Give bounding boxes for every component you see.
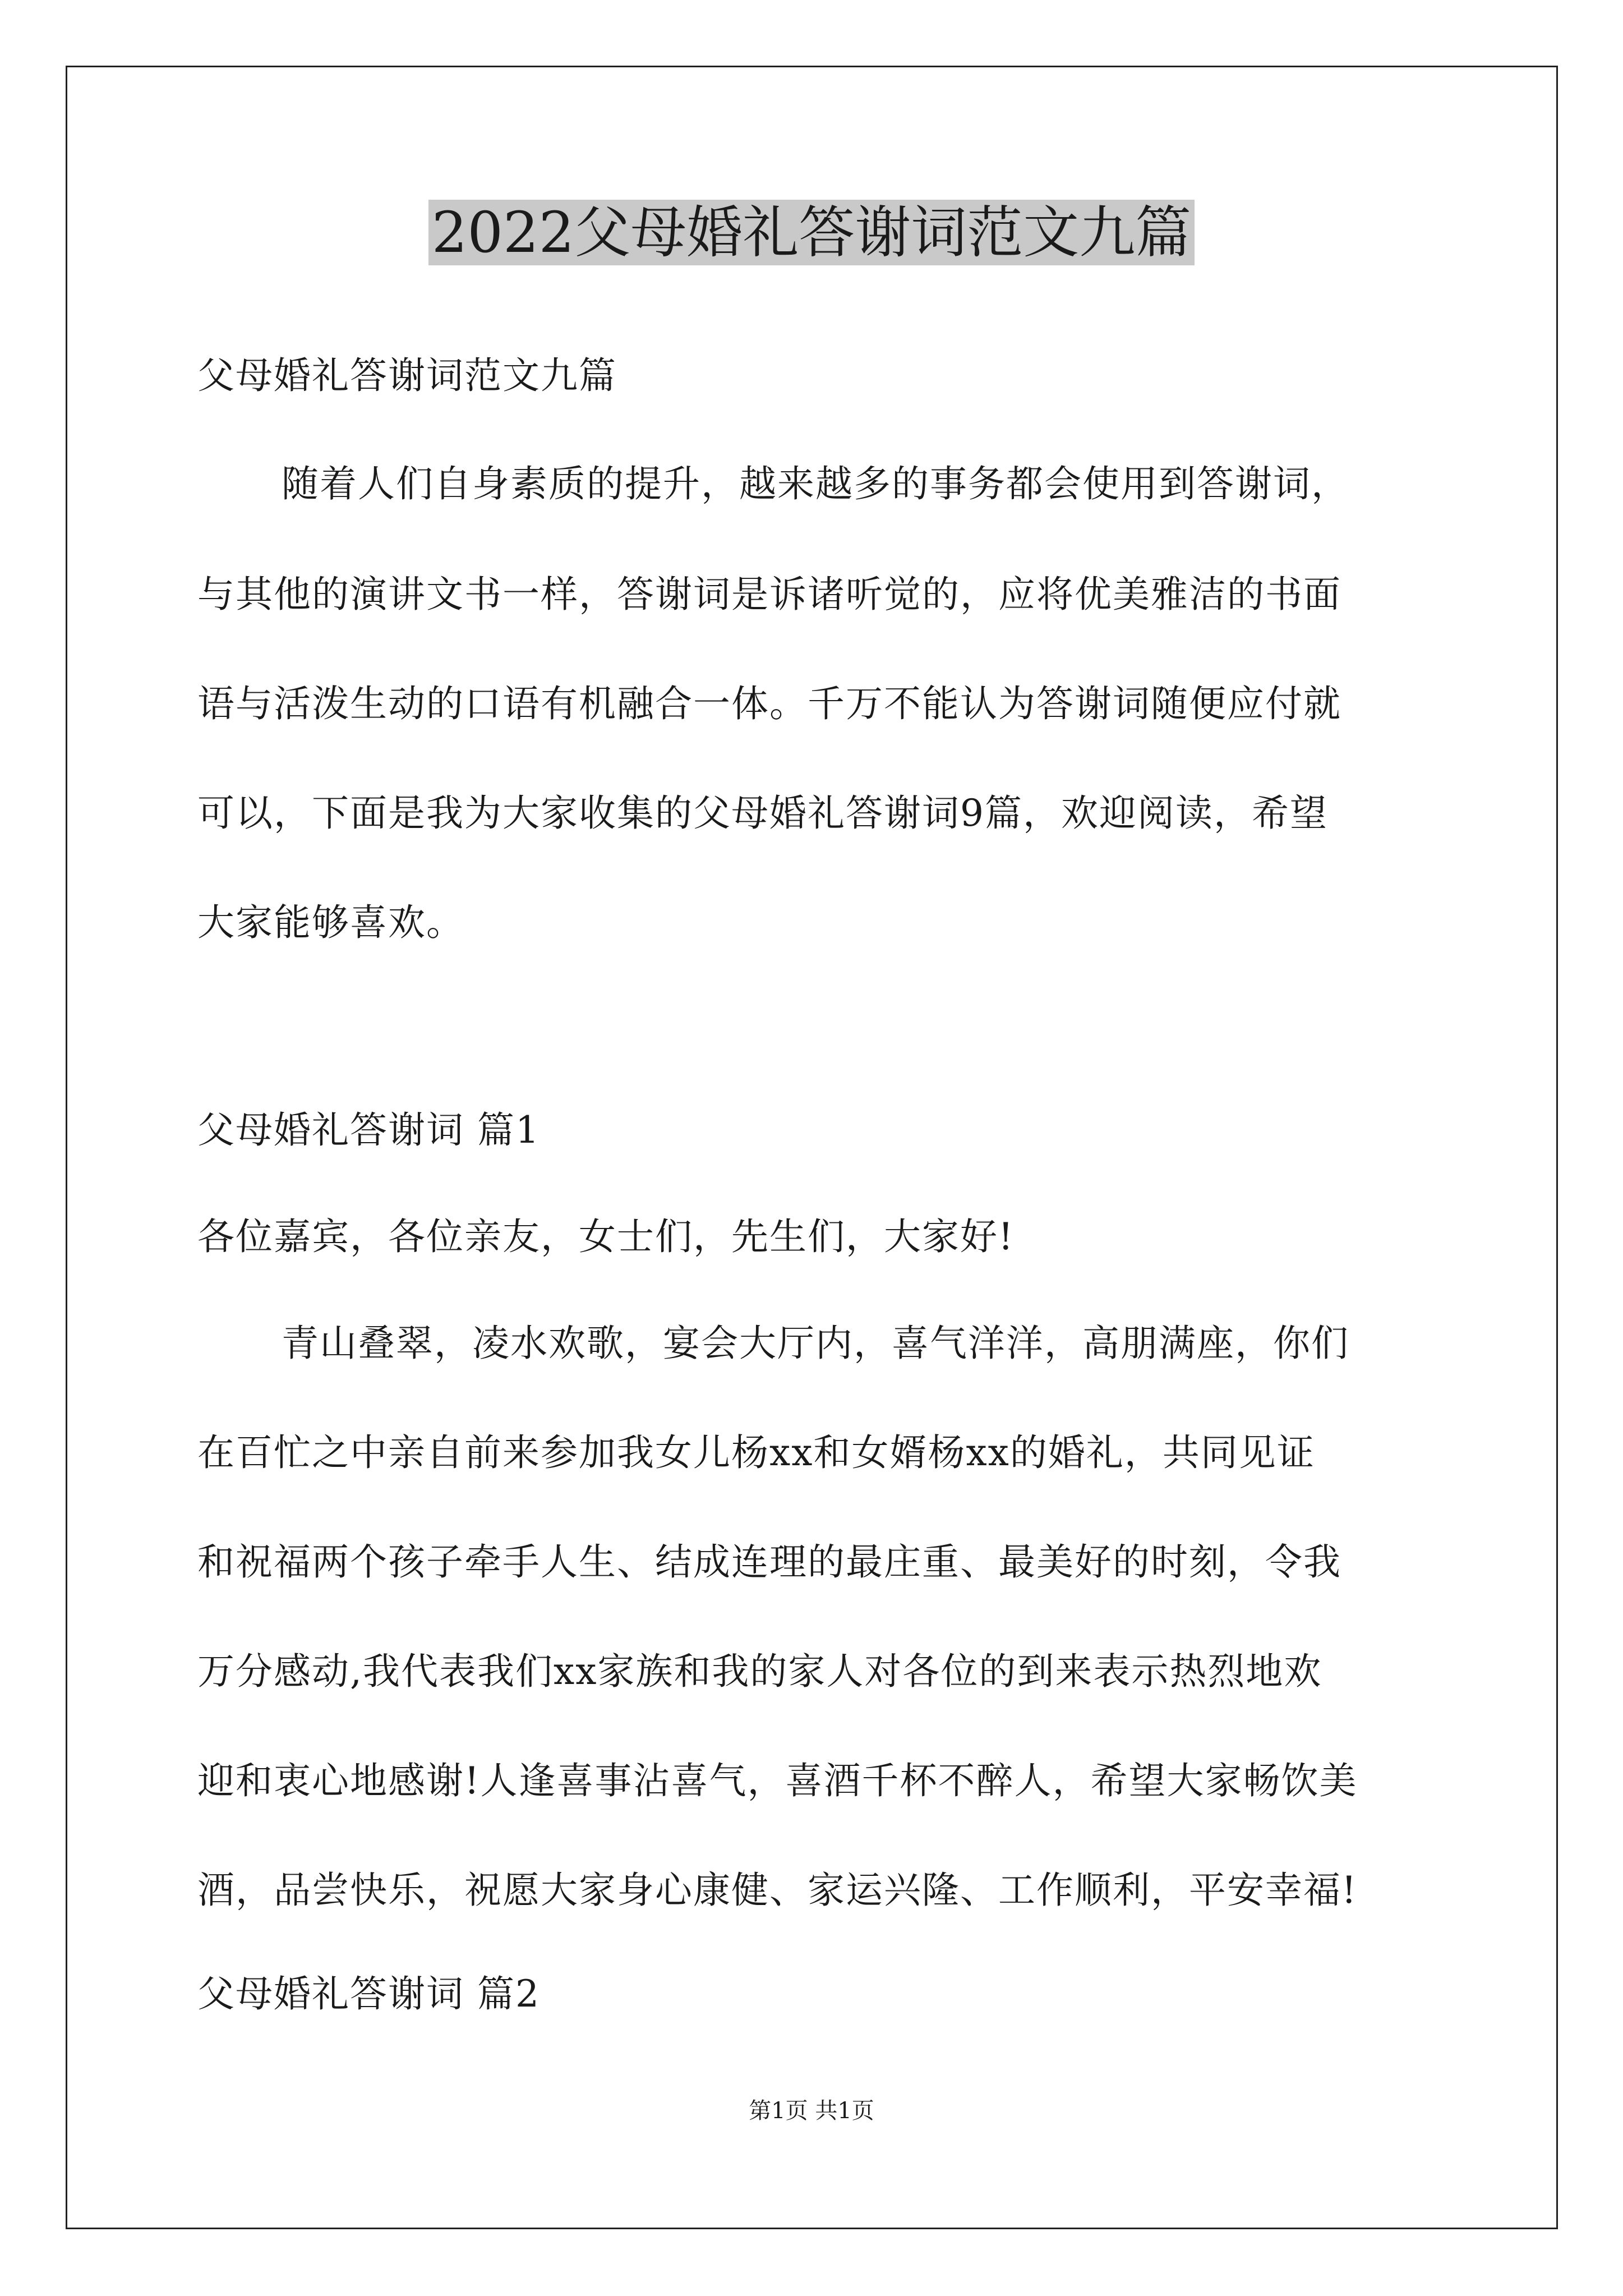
section-1-line-6: 酒，品尝快乐，祝愿大家身心康健、家运兴隆、工作顺利，平安幸福! bbox=[197, 1869, 1358, 1912]
intro-line-4: 可以，下面是我为大家收集的父母婚礼答谢词9篇，欢迎阅读，希望 bbox=[197, 792, 1328, 835]
document-title bbox=[0, 194, 1623, 272]
intro-line-3: 语与活泼生动的口语有机融合一体。千万不能认为答谢词随便应付就 bbox=[197, 682, 1341, 725]
section-2-heading: 父母婚礼答谢词 篇2 bbox=[197, 1972, 540, 2016]
section-1-line-5: 迎和衷心地感谢!人逢喜事沾喜气，喜酒千杯不醉人，希望大家畅饮美 bbox=[197, 1759, 1358, 1802]
section-1-line-4: 万分感动,我代表我们xx家族和我的家人对各位的到来表示热烈地欢 bbox=[197, 1650, 1322, 1693]
intro-line-1: 随着人们自身素质的提升，越来越多的事务都会使用到答谢词， bbox=[282, 462, 1349, 505]
section-1-greeting: 各位嘉宾，各位亲友，女士们，先生们，大家好! bbox=[197, 1215, 1015, 1258]
document-title-text: 2022父母婚礼答谢词范文九篇 bbox=[428, 200, 1195, 265]
section-1-line-2: 在百忙之中亲自前来参加我女儿杨xx和女婿杨xx的婚礼，共同见证 bbox=[197, 1431, 1315, 1474]
page-footer: 第1页 共1页 bbox=[749, 2098, 874, 2124]
section-1-line-1: 青山叠翠，凌水欢歌，宴会大厅内，喜气洋洋，高朋满座，你们 bbox=[282, 1322, 1349, 1365]
intro-line-2: 与其他的演讲文书一样，答谢词是诉诸听觉的，应将优美雅洁的书面 bbox=[197, 573, 1341, 616]
intro-line-5: 大家能够喜欢。 bbox=[197, 901, 464, 944]
subtitle: 父母婚礼答谢词范文九篇 bbox=[197, 354, 617, 397]
section-1-line-3: 和祝福两个孩子牵手人生、结成连理的最庄重、最美好的时刻，令我 bbox=[197, 1540, 1341, 1584]
section-1-heading: 父母婚礼答谢词 篇1 bbox=[197, 1108, 540, 1152]
